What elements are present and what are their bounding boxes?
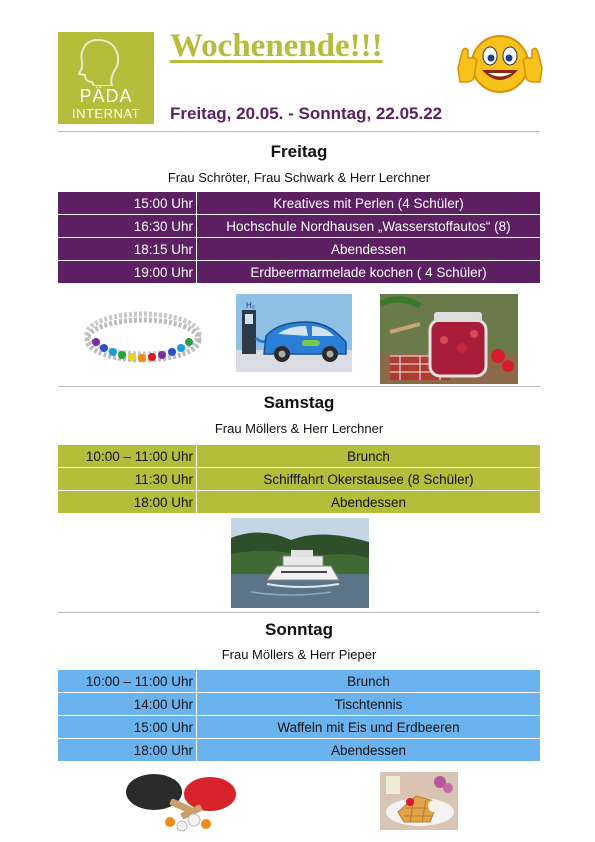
schedule-samstag [58, 445, 540, 514]
table-tennis-image [122, 770, 240, 832]
table-row [58, 215, 540, 238]
time-cell: 15:00 Uhr [58, 716, 197, 739]
time-cell: 11:30 Uhr [58, 468, 197, 491]
staff-samstag: Frau Möllers & Herr Lerchner [214, 421, 384, 436]
date-range: Freitag, 20.05. - Sonntag, 22.05.22 [170, 104, 443, 123]
table-row [58, 693, 540, 716]
table-row [58, 739, 540, 762]
table-row [58, 468, 540, 491]
table-row [58, 491, 540, 514]
activity-cell: Schifffahrt Okerstausee (8 Schüler) [197, 468, 541, 491]
table-row [58, 670, 540, 693]
staff-sonntag: Frau Möllers & Herr Pieper [221, 647, 377, 662]
bead-bracelet-image [82, 300, 204, 370]
time-cell: 18:00 Uhr [58, 491, 197, 514]
activity-cell: Brunch [197, 445, 541, 468]
divider [58, 131, 540, 132]
time-cell: 14:00 Uhr [58, 693, 197, 716]
activity-cell: Kreatives mit Perlen (4 Schüler) [197, 192, 541, 215]
time-cell: 18:15 Uhr [58, 238, 197, 261]
time-cell: 15:00 Uhr [58, 192, 197, 215]
time-cell: 16:30 Uhr [58, 215, 197, 238]
staff-freitag: Frau Schröter, Frau Schwark & Herr Lerchner [167, 170, 431, 185]
hydrogen-car-image [236, 294, 352, 372]
activity-cell: Abendessen [197, 238, 541, 261]
day-heading-freitag: Freitag [270, 142, 328, 161]
activity-cell: Tischtennis [197, 693, 541, 716]
divider [58, 386, 540, 387]
table-row [58, 445, 540, 468]
logo-word-pada: PÄDA [79, 86, 133, 106]
svg-text:H₂: H₂ [246, 301, 255, 310]
head-profile-icon [72, 36, 124, 86]
activity-cell: Waffeln mit Eis und Erdbeeren [197, 716, 541, 739]
waffles-image [380, 772, 458, 830]
boat-on-lake-image [231, 518, 369, 608]
pada-internat-logo [58, 32, 154, 124]
table-row [58, 192, 540, 215]
activity-cell: Hochschule Nordhausen „Wasserstoffautos“ (8) [197, 215, 541, 238]
schedule-sonntag [58, 670, 540, 762]
table-row [58, 716, 540, 739]
logo-word-internat: INTERNAT [71, 106, 141, 121]
page-title: Wochenende!!! [170, 28, 383, 64]
strawberry-jam-image [380, 294, 518, 384]
day-heading-sonntag: Sonntag [265, 620, 333, 639]
activity-cell: Abendessen [197, 739, 541, 762]
activity-cell: Abendessen [197, 491, 541, 514]
time-cell: 10:00 – 11:00 Uhr [58, 670, 197, 693]
table-row [58, 238, 540, 261]
day-heading-samstag: Samstag [263, 393, 335, 412]
activity-cell: Brunch [197, 670, 541, 693]
time-cell: 18:00 Uhr [58, 739, 197, 762]
table-row [58, 261, 540, 284]
schedule-freitag [58, 192, 540, 284]
thumbs-up-smiley-icon [452, 28, 548, 98]
time-cell: 19:00 Uhr [58, 261, 197, 284]
time-cell: 10:00 – 11:00 Uhr [58, 445, 197, 468]
divider [58, 612, 540, 613]
activity-cell: Erdbeermarmelade kochen ( 4 Schüler) [197, 261, 541, 284]
